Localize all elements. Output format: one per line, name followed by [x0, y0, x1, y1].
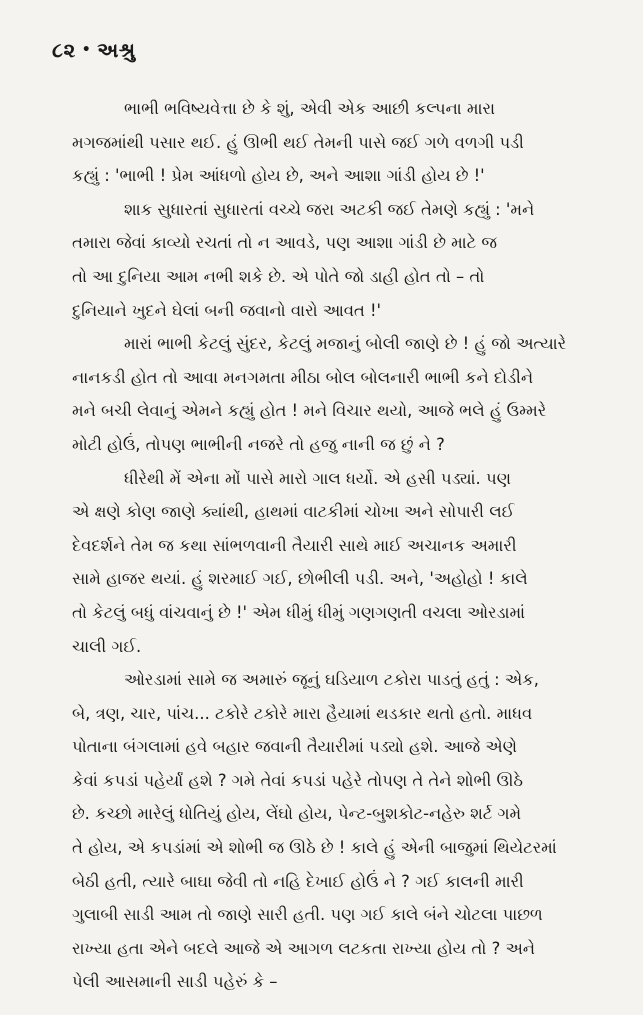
- page-number: ૮૨: [52, 38, 76, 62]
- text-line: તમારા જેવાં કાવ્યો રચતાં તો ન આવડે, પણ આશા ગાંડી છે માટે જ: [72, 233, 497, 253]
- text-line: સામે હાજર થયાં. હું શરમાઈ ગઈ, છોભીલી પડી. અને, 'અહોહો ! કાલે: [72, 569, 528, 589]
- text-line: પેલી આસમાની સાડી પહેરું કે –: [72, 972, 278, 992]
- text-line: એ ક્ષણે કોણ જાણે ક્યાંથી, હાથમાં વાટકીમાં ચોખા અને સોપારી લઈ: [72, 502, 515, 522]
- book-title: અશ્રુ: [97, 38, 136, 62]
- header-separator: •: [81, 42, 92, 58]
- page-header: [52, 38, 136, 62]
- text-line: શાક સુધારતાં સુધારતાં વચ્ચે જરા અટકી જઈ તેમણે કહ્યું : 'મને: [124, 199, 535, 219]
- text-line: રાખ્યા હતા એને બદલે આજે એ આગળ લટકતા રાખ્યા હોય તો ? અને: [72, 938, 536, 958]
- text-line: છે. કચ્છો મારેલું ધોતિયું હોય, લેંઘો હોય, પેન્ટ-બુશકોટ-નહેરુ શર્ટ ગમે: [72, 804, 522, 824]
- text-line: તો કેટલું બધું વાંચવાનું છે !' એમ ધીમું ધીમું ગણગણતી વચલા ઓરડામાં: [72, 602, 526, 622]
- text-line: કહ્યું : 'ભાભી ! પ્રેમ આંધળો હોય છે, અને આશા ગાંડી હોય છે !': [72, 166, 485, 186]
- text-line: મોટી હોઉં, તોપણ ભાભીની નજરે તો હજુ નાની જ છું ને ?: [72, 434, 445, 454]
- text-line: દેવદર્શને તેમ જ કથા સાંભળવાની તૈયારી સાથે માઈ અચાનક અમારી: [72, 535, 517, 555]
- text-line: ભાભી ભવિષ્યવેત્તા છે કે શું, એવી એક આછી કલ્પના મારા: [124, 99, 495, 118]
- text-line: દુનિયાને ખુદને ઘેલાં બની જવાનો વારો આવત !': [72, 300, 382, 320]
- text-line: નાનકડી હોત તો આવા મનગમતા મીઠા બોલ બોલનારી ભાભી કને દોડીને: [72, 367, 534, 387]
- text-line: બે, ત્રણ, ચાર, પાંચ... ટકોરે ટકોરે મારા હૈયામાં થડકાર થતો હતો. માધવ: [72, 703, 533, 723]
- text-line: કેવાં કપડાં પહેર્યાં હશે ? ગમે તેવાં કપડાં પહેરે તોપણ તે તેને શોભી ઊઠે: [72, 770, 523, 790]
- text-line: ચાલી ગઈ.: [72, 636, 142, 656]
- text-line: મારાં ભાભી કેટલું સુંદર, કેટલું મજાનું બોલી જાણે છે ! હું જો અત્યારે: [124, 334, 567, 354]
- text-line: ધીરેથી મેં એના મોં પાસે મારો ગાલ ધર્યો. એ હસી પડ્યાં. પણ: [124, 468, 511, 488]
- text-line: ઓરડામાં સામે જ અમારું જૂનું ઘડિયાળ ટકોરા પાડતું હતું : એક,: [124, 670, 539, 690]
- text-line: પોતાના બંગલામાં હવે બહાર જવાની તૈયારીમાં પડ્યો હશે. આજે એણે: [72, 737, 517, 757]
- text-line: મગજમાંથી પસાર થઈ. હું ઊભી થઈ તેમની પાસે જઈ ગળે વળગી પડી: [72, 132, 524, 152]
- body-text: [72, 92, 612, 999]
- text-line: તો આ દુનિયા આમ નભી શકે છે. એ પોતે જો ડાહી હોત તો – તો: [72, 266, 485, 286]
- text-line: ગુલાબી સાડી આમ તો જાણે સારી હતી. પણ ગઈ કાલે બંને ચોટલા પાછળ: [72, 905, 543, 925]
- text-line: તે હોય, એ કપડાંમાં એ શોભી જ ઊઠે છે ! કાલે હું એની બાજુમાં થિયેટરમાં: [72, 838, 557, 858]
- text-line: મને બચી લેવાનું એમને કહ્યું હોત ! મને વિચાર થયો, આજે ભલે હું ઉમ્મરે: [72, 401, 547, 421]
- text-line: બેઠી હતી, ત્યારે બાઘા જેવી તો નહિ દેખાઈ હોઉં ને ? ગઈ કાલની મારી: [72, 871, 524, 891]
